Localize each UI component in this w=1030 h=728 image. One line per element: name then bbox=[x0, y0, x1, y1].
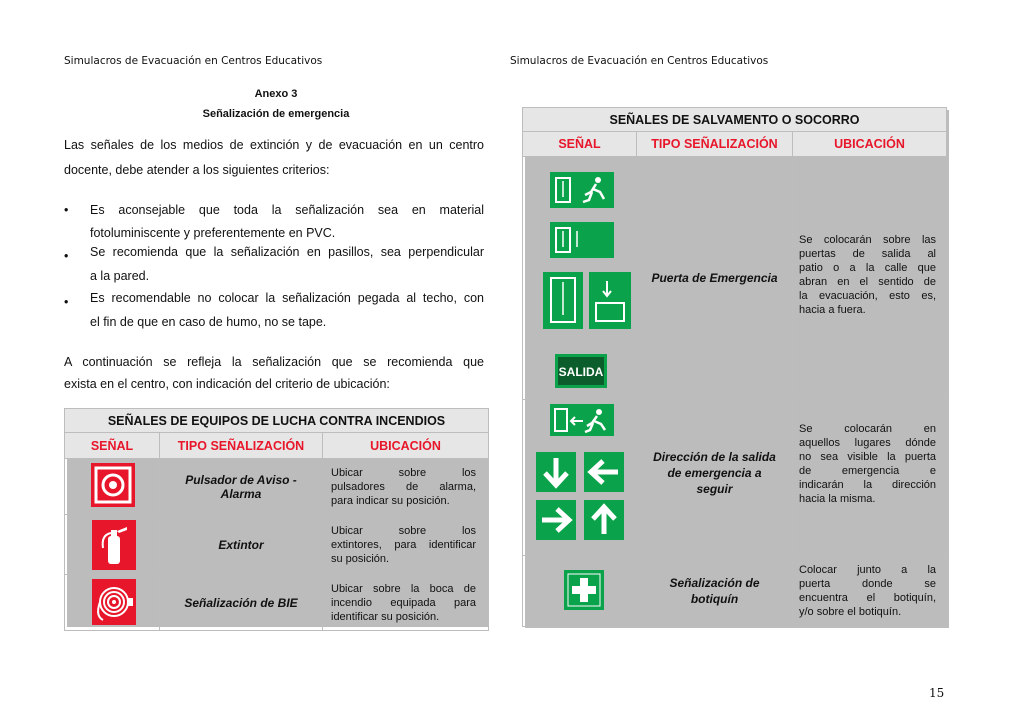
rescue-location-cell: Se colocarán en aquellos lugares dónde no sea visible la puerta de emergencia e indicarán la dirección hacia la misma. bbox=[793, 400, 947, 556]
salida-sign-icon bbox=[555, 354, 607, 388]
bullet-icon: • bbox=[64, 203, 69, 217]
exit-door-running-icon bbox=[550, 172, 614, 208]
salida-sign-text: SALIDA bbox=[558, 365, 604, 379]
rescue-type-cell: Señalización de botiquín bbox=[637, 556, 793, 627]
bullet-icon: • bbox=[64, 295, 69, 309]
rescue-location-cell: Se colocarán sobre las puertas de salida al patio o a la calle que abran en el sentido de la evacuación, esto es, hacia a fuera. bbox=[793, 157, 947, 400]
exit-direction-signs bbox=[523, 401, 635, 555]
fire-location-cell: Ubicar sobre la boca de incendio equipada para identificar su posición. bbox=[323, 575, 489, 631]
rescue-type-cell: Dirección de la salida de emergencia a seguir bbox=[637, 400, 793, 556]
fire-equipment-table bbox=[64, 408, 489, 631]
first-aid-icon bbox=[523, 557, 635, 626]
arrow-up-icon bbox=[584, 500, 624, 540]
rescue-header-type: TIPO SEÑALIZACIÓN bbox=[637, 132, 793, 157]
exit-door-down-arrow-icon bbox=[543, 272, 583, 329]
page-number: 15 bbox=[929, 686, 945, 700]
fire-header-location: UBICACIÓN bbox=[323, 433, 489, 459]
annex-label: Anexo 3 bbox=[254, 88, 298, 100]
rescue-location-cell: Colocar junto a la puerta donde se encuentra el botiquín, y/o sobre el botiquín. bbox=[793, 556, 947, 627]
running-header-left: Simulacros de Evacuación en Centros Educativos bbox=[64, 55, 323, 67]
arrow-down-icon bbox=[536, 452, 576, 492]
exit-door-icon bbox=[550, 222, 614, 258]
fire-location-cell: Ubicar sobre los extintores, para identificar su posición. bbox=[323, 515, 489, 575]
fire-type-cell: Señalización de BIE bbox=[160, 575, 323, 631]
fire-header-signal: SEÑAL bbox=[65, 433, 160, 459]
arrow-left-icon bbox=[584, 452, 624, 492]
table-row bbox=[65, 515, 489, 575]
exit-arrow-running-icon bbox=[550, 404, 614, 436]
fire-extinguisher-icon bbox=[65, 516, 158, 574]
table-row bbox=[65, 459, 489, 515]
rescue-table bbox=[522, 107, 947, 627]
rescue-header-signal: SEÑAL bbox=[523, 132, 637, 157]
fire-header-type: TIPO SEÑALIZACIÓN bbox=[160, 433, 323, 459]
rescue-table-title: SEÑALES DE SALVAMENTO O SOCORRO bbox=[523, 108, 947, 132]
fire-alarm-icon bbox=[65, 460, 158, 514]
bullet-icon: • bbox=[64, 249, 69, 263]
intro-line-1: Las señales de los medios de extinción y de evacuación en un centro bbox=[64, 138, 484, 152]
rescue-header-location: UBICACIÓN bbox=[793, 132, 947, 157]
rescue-type-cell: Puerta de Emergencia bbox=[637, 157, 793, 400]
fire-table-title: SEÑALES DE EQUIPOS DE LUCHA CONTRA INCENDIOS bbox=[65, 409, 489, 433]
running-header-right: Simulacros de Evacuación en Centros Educativos bbox=[510, 55, 769, 67]
closing-line-2: exista en el centro, con indicación del criterio de ubicación: bbox=[64, 377, 390, 391]
fire-type-cell: Pulsador de Aviso - Alarma bbox=[160, 459, 323, 515]
exit-door-arrow-icon bbox=[589, 272, 631, 329]
fire-type-cell: Extintor bbox=[160, 515, 323, 575]
table-row bbox=[523, 157, 947, 400]
arrow-right-icon bbox=[536, 500, 576, 540]
fire-hose-icon bbox=[65, 576, 158, 630]
table-row bbox=[65, 575, 489, 631]
fire-location-cell: Ubicar sobre los pulsadores de alarma, para indicar su posición. bbox=[323, 459, 489, 515]
table-row bbox=[523, 400, 947, 556]
intro-line-2: docente, debe atender a los siguientes criterios: bbox=[64, 163, 330, 177]
table-row bbox=[523, 556, 947, 627]
emergency-exit-signs bbox=[523, 157, 635, 398]
annex-title: Señalización de emergencia bbox=[202, 108, 350, 120]
closing-line-1: A continuación se refleja la señalización que se recomienda que bbox=[64, 355, 484, 369]
